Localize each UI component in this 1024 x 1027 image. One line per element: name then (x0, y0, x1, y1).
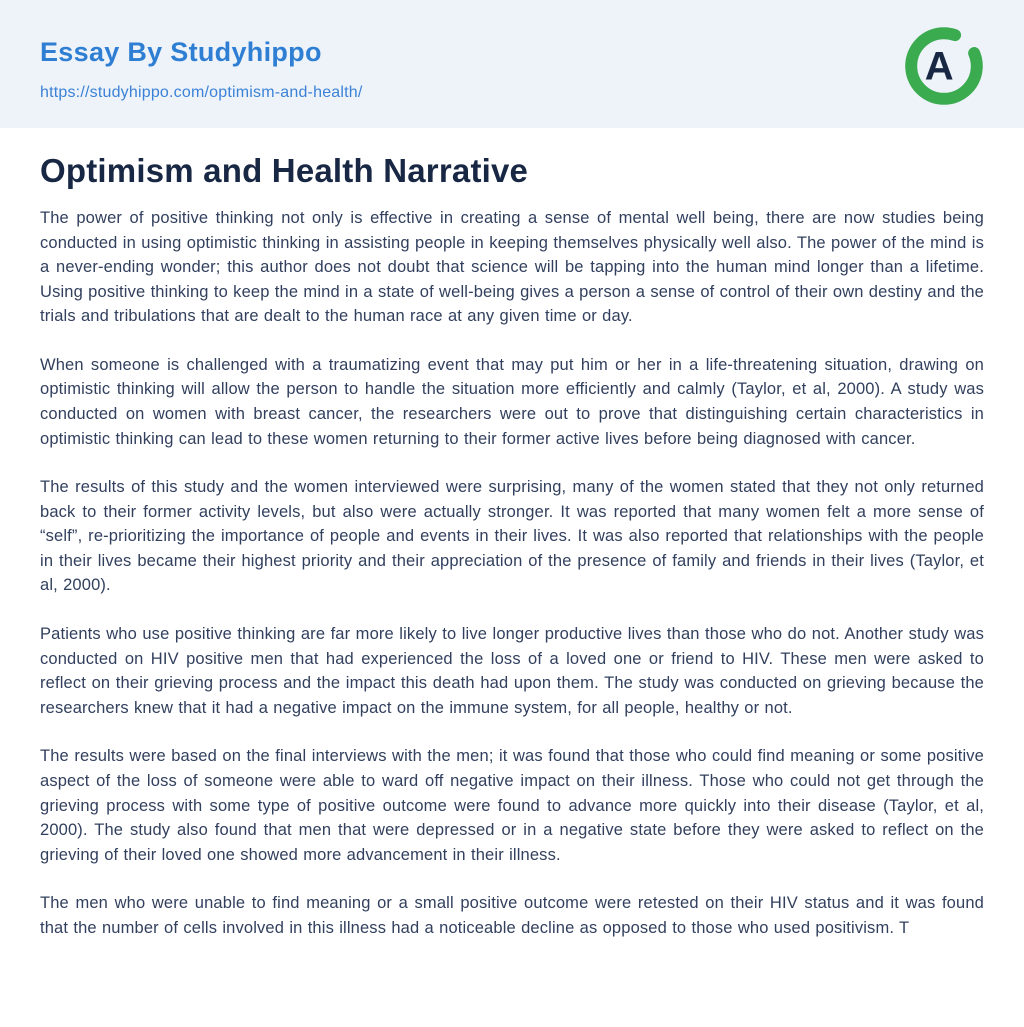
page-title: Optimism and Health Narrative (40, 152, 529, 189)
article-paragraph: Patients who use positive thinking are far more likely to live longer productive lives than those who do not. Another study was conducted on HIV positive men that had experienced the loss of a loved one or friend to HIV. These men were asked to reflect on their grieving process and the impact this death had upon them. The study was conducted on grieving because the researchers knew that it had a negative impact on the immune system, for all people, healthy or not. (40, 625, 984, 717)
article-paragraph: When someone is challenged with a traumatizing event that may put him or her in a life-threatening situation, drawing on optimistic thinking will allow the person to handle the situation more efficiently and calmly (Taylor, et al, 2000). A study was conducted on women with breast cancer, the researchers were out to prove that distinguishing certain characteristics in optimistic thinking can lead to these women returning to their former active lives before being diagnosed with cancer. (40, 355, 984, 448)
article-paragraph: The men who were unable to find meaning or a small positive outcome were retested on their HIV status and it was found that the number of cells involved in this illness had a noticeable decline as opposed to those who used positivism. T (40, 894, 984, 937)
site-title: Essay By Studyhippo (40, 37, 322, 67)
source-url-link[interactable]: https://studyhippo.com/optimism-and-health/ (40, 83, 363, 101)
article-body (0, 128, 1024, 984)
article-paragraph: The results were based on the final interviews with the men; it was found that those who could find meaning or some positive aspect of the loss of someone were able to ward off negative impact on their illness. Those who could not get through the grieving process with some type of positive outcome were found to advance more quickly into their disease (Taylor, et al, 2000). The study also found that men that were depressed or in a negative state before they were asked to reflect on the grieving of their loved one showed more advancement in their illness. (40, 747, 984, 864)
studyhippo-logo-icon (904, 26, 984, 106)
article-paragraph: The results of this study and the women interviewed were surprising, many of the women stated that they not only returned back to their former activity levels, but also were actually stronger. It was reported that many women felt a more sense of “self”, re-prioritizing the importance of people and events in their lives. It was also reported that relationships with the people in their lives became their highest priority and their appreciation of the presence of family and friends in their lives (Taylor, et al, 2000). (40, 478, 984, 595)
article-paragraph: The power of positive thinking not only is effective in creating a sense of mental well being, there are now studies being conducted in using optimistic thinking in assisting people in keeping themselves physically well also. The power of the mind is a never-ending wonder; this author does not doubt that science will be tapping into the human mind longer than a lifetime. Using positive thinking to keep the mind in a state of well-being gives a person a sense of control of their own destiny and the trials and tribulations that are dealt to the human race at any given time or day. (40, 208, 984, 326)
page-header (0, 0, 1024, 128)
logo-letter: A (924, 44, 954, 89)
header-text-block (40, 30, 363, 102)
